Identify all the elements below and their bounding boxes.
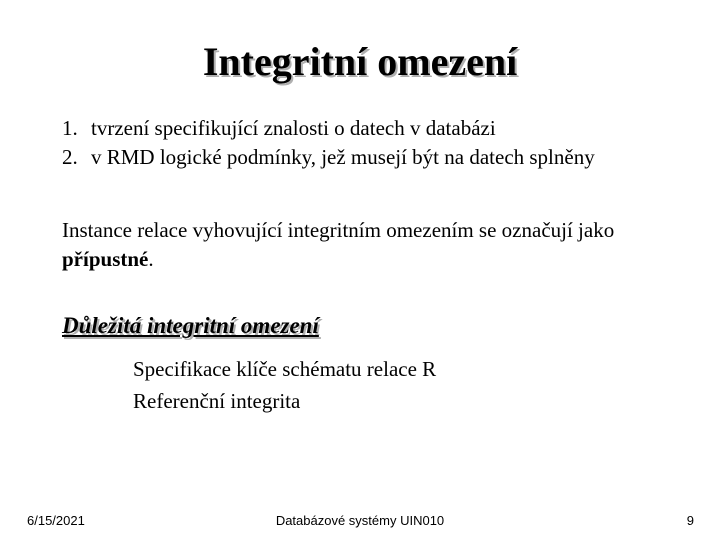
- list-number: 1.: [62, 116, 78, 140]
- list-item: [62, 114, 595, 143]
- constraint-item: Referenční integrita: [133, 389, 301, 413]
- constraint-list: [133, 353, 436, 417]
- footer-date: 6/15/2021: [27, 513, 85, 528]
- paragraph-bold-term: přípustné: [62, 247, 149, 271]
- footer-course-title: Databázové systémy UIN010: [275, 513, 445, 528]
- list-text: tvrzení specifikující znalosti o datech v databázi: [91, 116, 496, 140]
- list-number: 2.: [62, 145, 78, 169]
- list-text: v RMD logické podmínky, jež musejí být na datech splněny: [91, 145, 595, 169]
- footer-page-number: 9: [686, 513, 694, 528]
- definition-paragraph: [62, 216, 682, 274]
- constraint-item: Specifikace klíče schématu relace R: [133, 357, 437, 381]
- list-item: [62, 143, 595, 172]
- paragraph-end: .: [148, 247, 154, 271]
- slide-title: Integritní omezení: [202, 39, 518, 84]
- numbered-list: [62, 114, 595, 172]
- subheading: Důležitá integritní omezení: [62, 313, 319, 338]
- paragraph-text: Instance relace vyhovující integritním omezením se označují jako: [62, 218, 615, 242]
